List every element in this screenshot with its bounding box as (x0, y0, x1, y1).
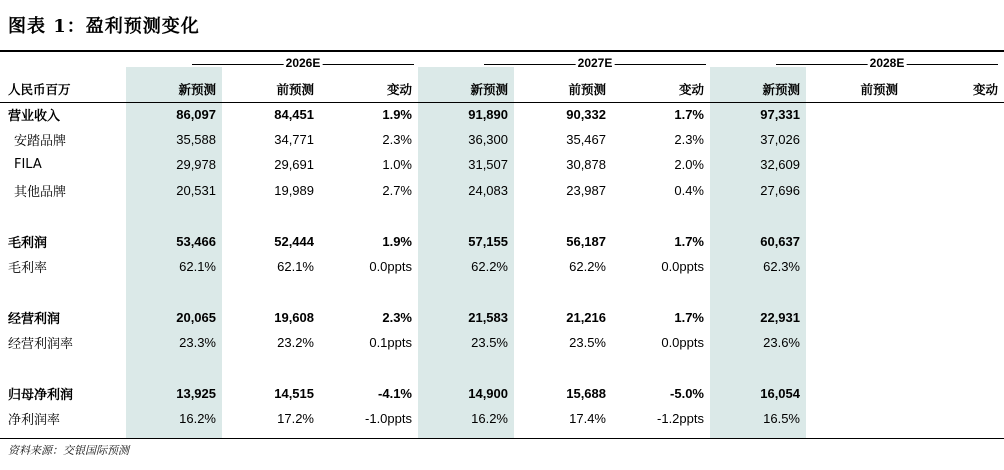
header-cell: 前预测 (568, 81, 606, 97)
table-cell: 19,989 (274, 182, 314, 198)
table-cell: 30,878 (566, 157, 606, 173)
table-cell: -1.0ppts (365, 411, 412, 427)
table-cell (126, 203, 222, 228)
table-cell: 0.0ppts (661, 335, 704, 351)
table-cell: 31,507 (468, 157, 508, 173)
table-cell (904, 178, 1004, 203)
table-cell (904, 203, 1004, 228)
table-cell (222, 203, 320, 228)
table-cell: 29,978 (176, 157, 216, 173)
table-cell (710, 203, 806, 228)
table-row (0, 127, 1004, 152)
table-cell: -5.0% (670, 385, 704, 401)
table-cell: 21,216 (566, 309, 606, 325)
table-cell (904, 279, 1004, 304)
table-cell: 57,155 (468, 233, 508, 249)
group-header-label: 2026E (285, 56, 321, 70)
table-cell: 97,331 (760, 106, 800, 122)
group-header-label: 2027E (577, 56, 613, 70)
table-cell (514, 279, 612, 304)
header-cell: 前预测 (276, 81, 314, 97)
table-cell: 16.2% (471, 411, 508, 427)
table-cell (806, 381, 904, 406)
table-cell: 27,696 (760, 182, 800, 198)
table-cell (222, 279, 320, 304)
table-cell: 32,609 (760, 157, 800, 173)
table-row (0, 228, 1004, 253)
table-cell (806, 101, 904, 126)
table-cell (612, 355, 710, 380)
spacer-row (0, 279, 1004, 304)
table-cell (612, 279, 710, 304)
table-cell (904, 355, 1004, 380)
spacer-row (0, 203, 1004, 228)
header-cell: 变动 (678, 81, 704, 97)
table-cell (320, 203, 418, 228)
row-label: 净利润率 (8, 413, 61, 429)
row-label: 其他品牌 (14, 184, 67, 200)
table-cell: 91,890 (468, 106, 508, 122)
row-label: 营业收入 (8, 108, 61, 124)
table-cell (806, 127, 904, 152)
header-cell: 新预测 (470, 81, 508, 97)
spacer-row (0, 355, 1004, 380)
header-cell: 变动 (386, 81, 412, 97)
table-cell (418, 279, 514, 304)
table-cell: 37,026 (760, 131, 800, 147)
table-cell: 62.3% (763, 258, 800, 274)
table-cell (806, 330, 904, 355)
group-header-label: 2028E (869, 56, 905, 70)
table-cell: 56,187 (566, 233, 606, 249)
table-cell (222, 355, 320, 380)
table-cell (710, 355, 806, 380)
table-cell: 1.9% (382, 233, 412, 249)
table-cell (320, 279, 418, 304)
table-cell: 0.0ppts (369, 258, 412, 274)
row-label: 毛利率 (8, 260, 48, 276)
table-cell (904, 152, 1004, 177)
table-cell: 2.0% (674, 157, 704, 173)
row-label: 安踏品牌 (14, 133, 67, 149)
table-cell: 1.9% (382, 106, 412, 122)
table-cell: 84,451 (274, 106, 314, 122)
table-cell: 1.0% (382, 157, 412, 173)
source-note: 资料来源：交银国际预测 (8, 444, 129, 457)
table-cell (710, 279, 806, 304)
header-cell: 新预测 (762, 81, 800, 97)
table-cell (904, 127, 1004, 152)
table-cell: 13,925 (176, 385, 216, 401)
table-cell: 34,771 (274, 131, 314, 147)
row-label (0, 355, 126, 380)
table-cell: 23.5% (471, 335, 508, 351)
row-label (0, 279, 126, 304)
table-cell (514, 203, 612, 228)
table-cell (806, 254, 904, 279)
table-cell: 2.7% (382, 182, 412, 198)
table-cell: 23.5% (569, 335, 606, 351)
table-row (0, 330, 1004, 355)
table-row (0, 381, 1004, 406)
table-cell (904, 228, 1004, 253)
row-label: 经营利润率 (8, 337, 74, 353)
table-cell (126, 355, 222, 380)
table-cell: 23.6% (763, 335, 800, 351)
table-header-row (0, 76, 1004, 101)
table-cell: 14,515 (274, 385, 314, 401)
row-label: 归母净利润 (8, 387, 74, 403)
page-title: 图表 1：盈利预测变化 (8, 16, 200, 37)
table-cell (806, 178, 904, 203)
table-cell: 35,467 (566, 131, 606, 147)
table-cell (806, 203, 904, 228)
table-cell: 19,608 (274, 309, 314, 325)
table-cell: 62.1% (179, 258, 216, 274)
table-cell: 0.4% (674, 182, 704, 198)
table-cell: 86,097 (176, 106, 216, 122)
table-cell: 23.3% (179, 335, 216, 351)
table-cell: 22,931 (760, 309, 800, 325)
table-cell (126, 279, 222, 304)
row-label (0, 203, 126, 228)
table-cell: 1.7% (674, 233, 704, 249)
table-cell: 29,691 (274, 157, 314, 173)
table-row (0, 406, 1004, 431)
header-rule (0, 102, 1004, 103)
table-cell: 24,083 (468, 182, 508, 198)
table-cell (904, 305, 1004, 330)
table-cell: 60,637 (760, 233, 800, 249)
table-cell: 15,688 (566, 385, 606, 401)
header-unit-label: 人民币百万 (8, 81, 71, 97)
table-cell: 23.2% (277, 335, 314, 351)
table-cell (806, 355, 904, 380)
group-header-2027 (484, 56, 706, 72)
table-cell: 1.7% (674, 309, 704, 325)
row-label: FILA (14, 157, 42, 173)
table-cell: 23,987 (566, 182, 606, 198)
table-cell (904, 381, 1004, 406)
forecast-table (0, 76, 1004, 431)
header-cell: 新预测 (178, 81, 216, 97)
row-label: 经营利润 (8, 311, 61, 327)
table-cell (806, 228, 904, 253)
table-cell: 20,531 (176, 182, 216, 198)
header-cell: 变动 (972, 81, 998, 97)
table-cell: 1.7% (674, 106, 704, 122)
table-cell: 16,054 (760, 385, 800, 401)
table-cell (612, 203, 710, 228)
table-cell (904, 406, 1004, 431)
table-cell: 2.3% (382, 131, 412, 147)
table-cell: -4.1% (378, 385, 412, 401)
table-cell (418, 203, 514, 228)
table-cell (904, 101, 1004, 126)
table-cell: 0.0ppts (661, 258, 704, 274)
table-cell: 16.2% (179, 411, 216, 427)
table-cell (904, 254, 1004, 279)
table-cell: 14,900 (468, 385, 508, 401)
table-cell (806, 152, 904, 177)
table-cell: 17.4% (569, 411, 606, 427)
table-cell: 20,065 (176, 309, 216, 325)
table-cell: 62.2% (471, 258, 508, 274)
bottom-rule (0, 438, 1004, 439)
table-cell: 2.3% (674, 131, 704, 147)
table-cell: 90,332 (566, 106, 606, 122)
table-cell (418, 355, 514, 380)
table-cell: 62.2% (569, 258, 606, 274)
group-header-2026 (192, 56, 414, 72)
table-row (0, 305, 1004, 330)
table-cell: 53,466 (176, 233, 216, 249)
table-row (0, 254, 1004, 279)
table-cell (514, 355, 612, 380)
group-header-2028 (776, 56, 998, 72)
table-cell: 17.2% (277, 411, 314, 427)
table-row (0, 178, 1004, 203)
table-cell (806, 406, 904, 431)
table-cell: 0.1ppts (369, 335, 412, 351)
table-cell: 16.5% (763, 411, 800, 427)
table-cell: 21,583 (468, 309, 508, 325)
header-cell: 前预测 (860, 81, 898, 97)
table-cell (320, 355, 418, 380)
table-cell (806, 279, 904, 304)
table-row (0, 152, 1004, 177)
top-rule (0, 50, 1004, 52)
table-cell: -1.2ppts (657, 411, 704, 427)
table-cell (806, 305, 904, 330)
row-label: 毛利润 (8, 235, 48, 251)
table-row (0, 101, 1004, 126)
table-cell: 62.1% (277, 258, 314, 274)
table-cell: 35,588 (176, 131, 216, 147)
table-cell: 36,300 (468, 131, 508, 147)
table-cell: 52,444 (274, 233, 314, 249)
table-cell: 2.3% (382, 309, 412, 325)
table-cell (904, 330, 1004, 355)
